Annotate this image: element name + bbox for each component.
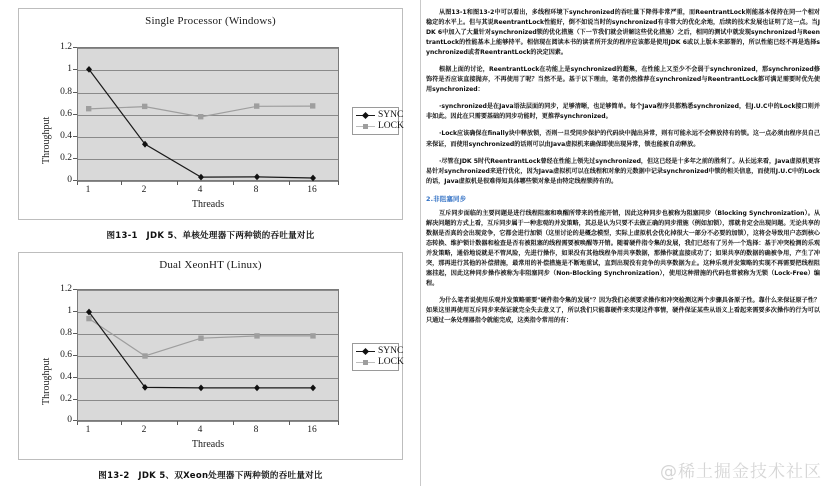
site-watermark: @稀土掘金技术社区 — [660, 462, 822, 482]
ytick-mark — [73, 311, 77, 312]
legend-label-lock: LOCK — [378, 357, 404, 367]
figure-13-2 — [18, 252, 403, 481]
series-marker-lock — [142, 353, 147, 358]
chart-1-xlabel: Threads — [191, 199, 225, 210]
chart-1-ylabel: Throughput — [41, 116, 52, 164]
paragraph: 为什么笔者说使用乐观并发策略需要"硬件指令集的发展"？因为我们必须要求操作和冲突检测这两个步骤具备原子性。靠什么来保证原子性？如果这里再使用互斥同步来保证就完全失去意义了，所以我们只能靠硬件来实现这件事情，硬件保证某些从语义上看起来需要多次操作的行为可以只通过一条处理器指令就能完成，这类指令常用的有： — [426, 297, 820, 325]
series-marker-lock — [310, 333, 315, 338]
chart-2-ytick: 0.8 — [60, 328, 72, 338]
figure-1-frame — [18, 8, 403, 220]
ytick-mark — [73, 69, 77, 70]
series-line-sync — [89, 69, 313, 178]
figure-13-1 — [18, 8, 403, 241]
xtick-mark — [177, 181, 178, 185]
ytick-mark — [73, 377, 77, 378]
chart-1-area — [19, 9, 404, 221]
chart-1-ytick: 0.2 — [60, 153, 72, 163]
paragraph: ·尽管在JDK 5时代ReentrantLock曾经在性能上领先过synchronized，但这已经是十多年之前的胜利了。从长远来看，Java虚拟机更容易针对synchronized来进行优化，因为Java虚拟机可以在线程和对象的元数据中记录synchronized中锁的相关信息，而使用J.U.C中的Lock的话，Java虚拟机是很难得知具体哪些锁对象是由特定线程锁持有的。 — [426, 157, 820, 185]
chart-2-xlabel: Threads — [191, 439, 225, 450]
figure-2-frame — [18, 252, 403, 460]
series-marker-lock — [86, 106, 91, 111]
chart-2-xtick: 2 — [141, 425, 147, 435]
section-heading: 2.非阻塞同步 — [426, 194, 467, 203]
chart-1-legend — [352, 107, 404, 135]
chart-1-ytick: 1.2 — [60, 42, 72, 52]
paragraph: 根据上面的讨论，ReentrantLock在功能上是synchronized的超集，在性能上又至少不会弱于synchronized，那synchronized修饰符是否应该直接抛弃，不再使用了呢？当然不是。基于以下理由，笔者仍然推荐在synchronized与ReentrantLock都可满足需要时优先使用synchronized： — [426, 66, 820, 94]
series-marker-sync — [254, 385, 260, 392]
ytick-mark — [73, 355, 77, 356]
figure-1-caption: 图13-1 JDK 5、单核处理器下两种锁的吞吐量对比 — [106, 231, 315, 241]
xtick-mark — [121, 181, 122, 185]
legend-key-lock-icon — [356, 358, 375, 367]
xtick-mark — [233, 181, 234, 185]
column-divider — [420, 0, 421, 486]
xtick-mark — [338, 181, 339, 185]
legend-label-lock: LOCK — [378, 121, 404, 131]
legend-key-sync-icon — [356, 347, 375, 356]
ytick-mark — [73, 114, 77, 115]
legend-label-sync: SYNC — [378, 346, 404, 356]
ytick-mark — [73, 333, 77, 334]
xtick-mark — [289, 181, 290, 185]
legend-row-lock — [356, 121, 404, 132]
series-marker-sync — [310, 175, 316, 182]
text-column — [420, 0, 826, 486]
chart-2-xtick: 8 — [253, 425, 259, 435]
ytick-mark — [73, 47, 77, 48]
chart-1-series-svg — [78, 48, 340, 182]
chart-2-xtick: 16 — [307, 425, 317, 435]
legend-label-sync: SYNC — [378, 110, 404, 120]
paragraph: ·Lock应该确保在finally块中释放锁，否则一旦受同步保护的代码块中抛出异常，则有可能永远不会释放持有的锁。这一点必须由程序员自己来保证，而使用synchronized的话则可以由Java虚拟机来确保即使出现异常，锁也能被自动释放。 — [426, 130, 820, 148]
legend-row-lock — [356, 357, 404, 368]
ytick-mark — [73, 136, 77, 137]
chart-1-title: Single Processor (Windows) — [145, 15, 276, 27]
series-marker-lock — [198, 114, 203, 119]
chart-2-plot-area — [77, 289, 339, 421]
chart-2-xtick: 1 — [85, 425, 91, 435]
chart-2-legend — [352, 343, 404, 371]
ytick-mark — [73, 289, 77, 290]
chart-2-series-svg — [78, 290, 340, 422]
paragraph: 互斥同步面临的主要问题是进行线程阻塞和唤醒所带来的性能开销，因此这种同步也被称为阻塞同步（Blocking Synchronization）。从解决问题的方式上看，互斥同步属于一种悲观的并发策略，其总是认为只要不去做正确的同步措施（例如加锁），那就肯定会出现问题。无论共享的数据是否真的会出现竞争，它都会进行加锁（这里讨论的是概念模型，实际上虚拟机会优化掉很大一部分不必要的加锁），这将会导致用户态到核心态转换、维护锁计数器和检查是否有被阻塞的线程需要被唤醒等开销。随着硬件指令集的发展，我们已经有了另外一个选择：基于冲突检测的乐观并发策略，通俗地说就是不管风险，先进行操作，如果没有其他线程争用共享数据，那操作就直接成功了；如果共享的数据的确被争用，产生了冲突，那再进行其他的补偿措施，最常用的补偿措施是不断地重试，直到出现没有竞争的共享数据为止。这种乐观并发策略的实现不再需要把线程阻塞挂起，因此这种同步操作被称为非阻塞同步（Non-Blocking Synchronization），使用这种措施的代码也常被称为无锁（Lock-Free）编程。 — [426, 209, 820, 288]
ytick-mark — [73, 158, 77, 159]
series-marker-lock — [254, 333, 259, 338]
series-marker-lock — [198, 336, 203, 341]
chart-2-ylabel: Throughput — [41, 357, 52, 405]
legend-key-lock-icon — [356, 122, 375, 131]
series-line-sync — [89, 312, 313, 388]
xtick-mark — [289, 421, 290, 425]
chart-1-ytick: 0 — [67, 175, 72, 185]
series-marker-sync — [254, 174, 260, 181]
series-marker-sync — [310, 385, 316, 392]
chart-1-xtick: 1 — [85, 185, 91, 195]
ytick-mark — [73, 92, 77, 93]
series-marker-lock — [86, 316, 91, 321]
legend-row-sync — [356, 346, 404, 357]
chart-2-ytick: 1.2 — [60, 284, 72, 294]
chart-1-ytick: 1 — [67, 64, 72, 74]
chart-1-xtick: 4 — [197, 185, 203, 195]
series-marker-sync — [198, 385, 204, 392]
chart-2-ytick: 1 — [67, 306, 72, 316]
paragraph: ·synchronized是在Java语法层面的同步，足够清晰，也足够简单。每个Java程序员都熟悉synchronized，但J.U.C中的Lock接口则并非如此。因此在只需要基础的同步功能时，更推荐synchronized。 — [426, 103, 820, 121]
chart-1-xtick: 2 — [141, 185, 147, 195]
series-marker-lock — [142, 104, 147, 109]
paragraph: 从图13-1和图13-2中可以看出，多线程环境下synchronized的吞吐量下降得非常严重，而ReentrantLock则能基本保持在同一个相对稳定的水平上。但与其说ReentrantLock性能好，倒不如说当时的synchronized有非常大的优化余地，后续的技术发展也证明了这一点。当JDK 6中加入了大量针对synchronized锁的优化措施（下一节我们就会讲解这些优化措施）之后，相同的测试中就发现synchronized与ReentrantLock的性能基本上能够持平。相信现在阅读本书的读者所开发的程序应该都是使用JDK 6或以上版本来部署的，所以性能已经不再是选择synchronized或者ReentrantLock的决定因素。 — [426, 9, 820, 57]
chart-2-ytick: 0.4 — [60, 372, 72, 382]
legend-row-sync — [356, 110, 404, 121]
chart-2-xtick: 4 — [197, 425, 203, 435]
legend-key-sync-icon — [356, 111, 375, 120]
chart-1-xtick: 16 — [307, 185, 317, 195]
series-marker-lock — [254, 103, 259, 108]
chart-1-ytick: 0.8 — [60, 87, 72, 97]
chart-2-ytick: 0.2 — [60, 394, 72, 404]
chart-2-ytick: 0.6 — [60, 350, 72, 360]
xtick-mark — [177, 421, 178, 425]
ytick-mark — [73, 399, 77, 400]
chart-2-ytick: 0 — [67, 415, 72, 425]
chart-2-area — [19, 253, 404, 461]
xtick-mark — [338, 421, 339, 425]
chart-1-ytick: 0.4 — [60, 131, 72, 141]
series-marker-sync — [198, 174, 204, 181]
chart-1-xtick: 8 — [253, 185, 259, 195]
xtick-mark — [233, 421, 234, 425]
figure-2-caption: 图13-2 JDK 5、双Xeon处理器下两种锁的吞吐量对比 — [98, 471, 323, 481]
xtick-mark — [121, 421, 122, 425]
chart-1-ytick: 0.6 — [60, 109, 72, 119]
chart-2-title: Dual XeonHT (Linux) — [159, 259, 262, 271]
series-marker-lock — [310, 103, 315, 108]
chart-1-plot-area — [77, 47, 339, 181]
